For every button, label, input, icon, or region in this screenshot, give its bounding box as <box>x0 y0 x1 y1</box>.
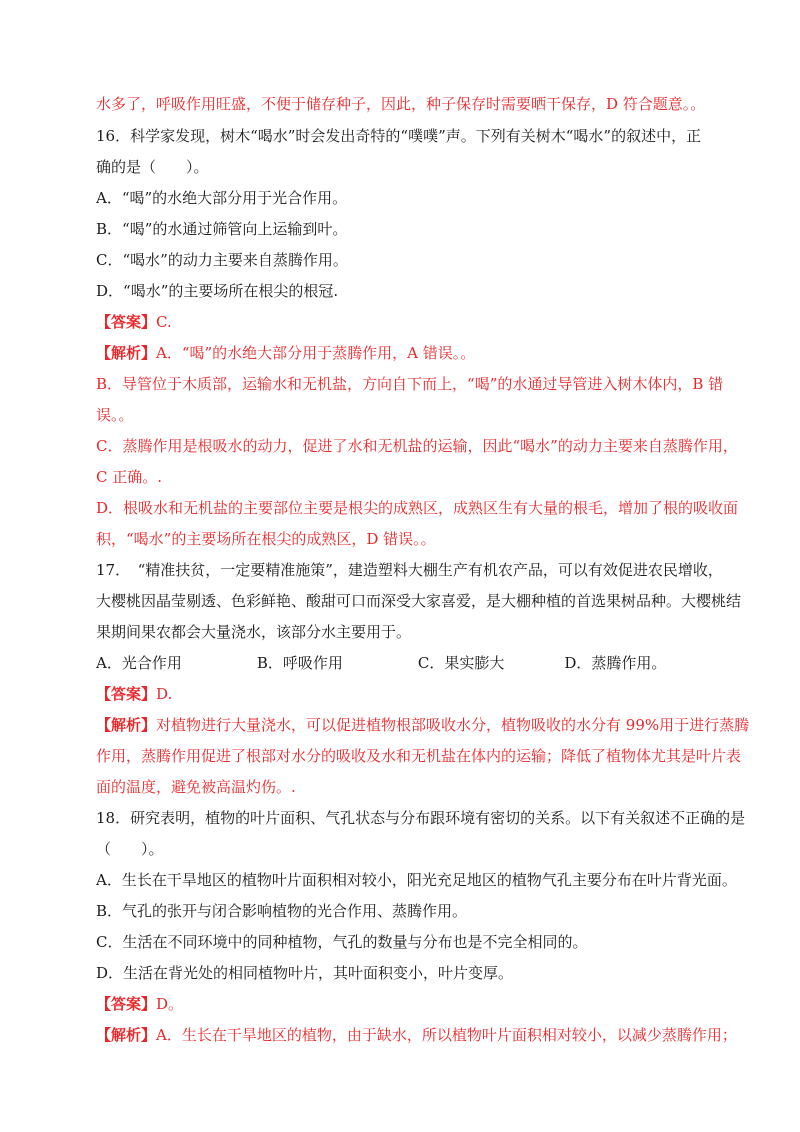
analysis-tag: 【解析】 <box>96 344 157 362</box>
text-line: 积，“喝水”的主要场所在根尖的成熟区，D 错误。。 <box>96 530 436 548</box>
question-16-stem: 16．科学家发现，树木“喝水”时会发出奇特的“噗噗”声。下列有关树木“喝水”的叙述中，正 <box>96 127 702 145</box>
analysis-line: 【解析】A．生长在干旱地区的植物，由于缺水，所以植物叶片面积相对较小，以减少蒸腾作用； <box>96 1026 737 1044</box>
question-17-stem-cont: 果期间果农都会大量浇水，该部分水主要用于。 <box>96 623 412 641</box>
option-b: B．气孔的张开与闭合影响植物的光合作用、蒸腾作用。 <box>96 902 468 920</box>
analysis-tag: 【解析】 <box>96 716 157 734</box>
option-c: C．“喝水”的动力主要来自蒸腾作用。 <box>96 251 348 269</box>
question-17-stem: 17． “精准扶贫，一定要精准施策”，建造塑料大棚生产有机农产品，可以有效促进农民增收， <box>96 561 723 579</box>
option-b: B．“喝”的水通过筛管向上运输到叶。 <box>96 220 348 238</box>
option-d: D．“喝水”的主要场所在根尖的根冠. <box>96 282 339 300</box>
question-17-stem-cont: 大樱桃因晶莹剔透、色彩鲜艳、酸甜可口而深受大家喜爱，是大棚种植的首选果树品种。大樱桃结 <box>96 592 742 610</box>
question-16-stem-cont: 确的是（ ）。 <box>96 158 209 176</box>
answer-line: 【答案】D。 <box>96 995 184 1013</box>
analysis-line: 【解析】A．“喝”的水绝大部分用于蒸腾作用，A 错误。。 <box>96 344 476 362</box>
text-line: 面的温度，避免被高温灼伤。. <box>96 778 296 796</box>
question-17-options: A．光合作用 B．呼吸作用 C．果实膨大 D．蒸腾作用。 <box>96 654 667 672</box>
option-d: D．生活在背光处的相同植物叶片，其叶面积变小，叶片变厚。 <box>96 964 514 982</box>
question-18-stem-cont: （ ）。 <box>96 840 164 858</box>
text-line: C 正确。. <box>96 468 163 486</box>
text-line: D．根吸水和无机盐的主要部位主要是根尖的成熟区，成熟区生有大量的根毛，增加了根的吸收面 <box>96 499 739 517</box>
option-a: A．“喝”的水绝大部分用于光合作用。 <box>96 189 348 207</box>
analysis-line: 【解析】对植物进行大量浇水，可以促进植物根部吸收水分，植物吸收的水分有 99%用于进行蒸腾 <box>96 716 750 734</box>
text-line: 误。。 <box>96 406 134 424</box>
option-c: C．生活在不同环境中的同种植物，气孔的数量与分布也是不完全相同的。 <box>96 933 588 951</box>
question-18-stem: 18．研究表明，植物的叶片面积、气孔状态与分布跟环境有密切的关系。以下有关叙述不正确的是 <box>96 809 746 827</box>
text-line: 作用，蒸腾作用促进了根部对水分的吸收及水和无机盐在体内的运输；降低了植物体尤其是叶片表 <box>96 747 742 765</box>
analysis-tag: 【解析】 <box>96 1026 157 1044</box>
text-line: 水多了，呼吸作用旺盛，不便于储存种子，因此，种子保存时需要晒干保存，D 符合题意。。 <box>96 95 706 113</box>
answer-line: 【答案】C. <box>96 313 172 331</box>
answer-tag: 【答案】 <box>96 995 157 1013</box>
option-a: A．生长在干旱地区的植物叶片面积相对较小，阳光充足地区的植物气孔主要分布在叶片背光面。 <box>96 871 737 889</box>
answer-tag: 【答案】 <box>96 685 157 703</box>
text-line: C．蒸腾作用是根吸水的动力，促进了水和无机盐的运输，因此“喝水”的动力主要来自蒸腾作用， <box>96 437 738 455</box>
text-line: B．导管位于木质部，运输水和无机盐，方向自下而上，“喝”的水通过导管进入树木体内，B 错 <box>96 375 724 393</box>
answer-line: 【答案】D. <box>96 685 173 703</box>
answer-tag: 【答案】 <box>96 313 157 331</box>
